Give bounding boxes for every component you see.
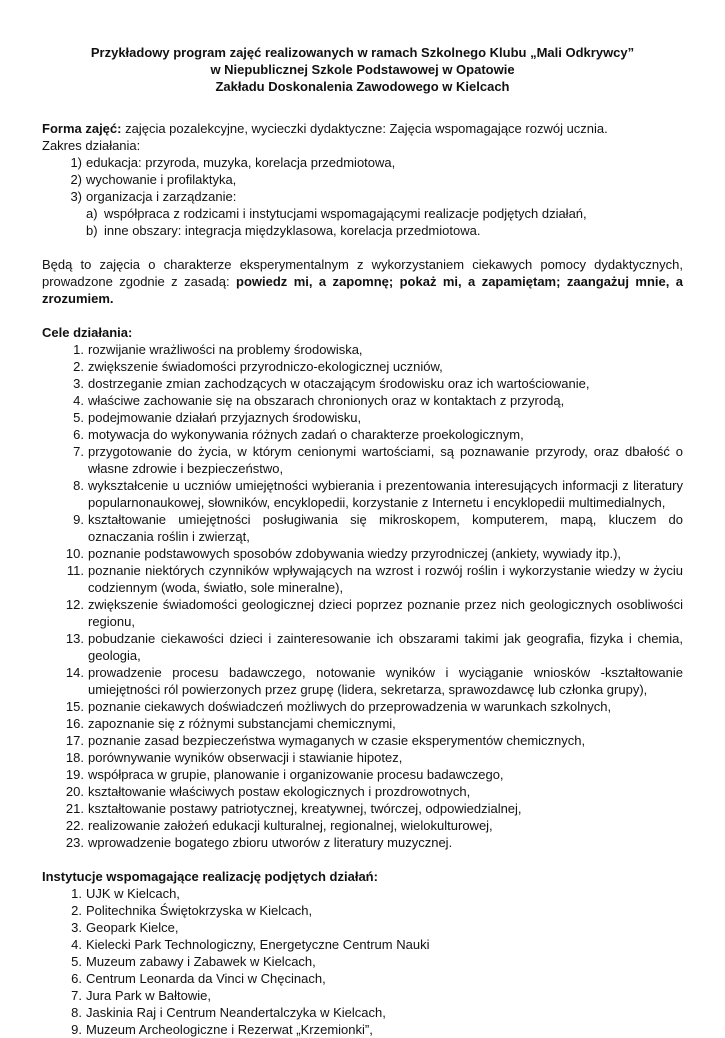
list-item-text: kształtowanie postawy patriotycznej, kreatywnej, twórczej, odpowiedzialnej, [88, 801, 522, 816]
list-item-text: zapoznanie się z różnymi substancjami chemicznymi, [88, 716, 396, 731]
forma-zajec-text: zajęcia pozalekcyjne, wycieczki dydaktyczne: Zajęcia wspomagające rozwój ucznia. [121, 121, 608, 136]
zakres-sublist [42, 205, 683, 239]
instytucje-list [42, 885, 683, 1038]
list-marker: 23. [65, 835, 84, 850]
list-item [42, 341, 683, 358]
list-item [42, 222, 683, 239]
cele-heading: Cele działania: [42, 325, 133, 340]
list-marker: 8. [73, 478, 84, 493]
list-item-text: realizowanie założeń edukacji kulturalnej, regionalnej, wielokulturowej, [88, 818, 493, 833]
intro-paragraph [42, 256, 683, 307]
list-item-text: poznanie niektórych czynników wpływających na wzrost i rozwój roślin i wykorzystanie wiedzy w życiu codziennym (woda, światło, sole mineralne), [88, 563, 683, 595]
list-item [42, 936, 683, 953]
list-item [42, 596, 683, 630]
list-marker: 3) [70, 189, 82, 204]
list-item-text: zwiększenie świadomości przyrodniczo-ekologicznej uczniów, [88, 359, 443, 374]
list-marker: 2) [70, 172, 82, 187]
list-item-text: kształtowanie umiejętności posługiwania się mikroskopem, komputerem, mapą, kluczem do oznaczania roślin i zwierząt, [88, 512, 683, 544]
list-item [42, 443, 683, 477]
list-item-text: rozwijanie wrażliwości na problemy środowiska, [88, 342, 363, 357]
list-marker: b) [86, 223, 98, 238]
list-item [42, 664, 683, 698]
list-marker: 1. [73, 342, 84, 357]
list-item-text: przygotowanie do życia, w którym cenionymi wartościami, są poznawanie przyrody, oraz dbałość o własne zdrowie i bezpieczeństwo, [88, 444, 683, 476]
list-item-text: wychowanie i profilaktyka, [86, 172, 237, 187]
list-marker: 13. [65, 631, 84, 646]
list-item [42, 919, 683, 936]
forma-zajec-label: Forma zajęć: [42, 121, 122, 136]
list-item-text: pobudzanie ciekawości dzieci i zainteresowanie ich obszarami takimi jak geografia, fizyka i chemia, geologia, [88, 631, 683, 663]
title-line-1: Przykładowy program zajęć realizowanych w ramach Szkolnego Klubu „Mali Odkrywcy” [90, 45, 635, 60]
list-marker: 5. [71, 954, 82, 969]
list-item-text: Politechnika Świętokrzyska w Kielcach, [86, 903, 313, 918]
list-marker: 11. [66, 563, 84, 578]
instytucje-heading: Instytucje wspomagające realizację podjętych działań: [42, 869, 378, 884]
list-item [42, 817, 683, 834]
list-item [42, 902, 683, 919]
list-item [42, 562, 683, 596]
list-item [42, 545, 683, 562]
list-marker: 10. [65, 546, 84, 561]
list-item-text: Jaskinia Raj i Centrum Neandertalczyka w Kielcach, [86, 1005, 386, 1020]
zakres-list [42, 154, 683, 205]
list-item-text: edukacja: przyroda, muzyka, korelacja przedmiotowa, [86, 155, 396, 170]
list-marker: 19. [65, 767, 84, 782]
list-marker: a) [86, 206, 98, 221]
list-item [42, 953, 683, 970]
list-marker: 18. [65, 750, 84, 765]
list-item-text: wykształcenie u uczniów umiejętności wybierania i prezentowania interesujących informacji z literatury popularnonaukowej, słowników, encyklopedii, korzystanie z Internetu i encyklopedii multimedialnych, [88, 478, 683, 510]
list-item [42, 834, 683, 851]
list-marker: 22. [65, 818, 84, 833]
list-marker: 6. [71, 971, 82, 986]
list-item [42, 358, 683, 375]
list-item-text: Kielecki Park Technologiczny, Energetyczne Centrum Nauki [86, 937, 430, 952]
list-item [42, 749, 683, 766]
list-item [42, 766, 683, 783]
list-marker: 6. [73, 427, 84, 442]
zakres-label: Zakres działania: [42, 138, 141, 153]
list-item-text: dostrzeganie zmian zachodzących w otaczającym środowisku oraz ich wartościowanie, [88, 376, 590, 391]
list-marker: 3. [73, 376, 84, 391]
list-item-text: Jura Park w Bałtowie, [86, 988, 211, 1003]
list-marker: 7. [73, 444, 84, 459]
list-item-text: Muzeum Archeologiczne i Rezerwat „Krzemionki”, [86, 1022, 373, 1037]
forma-zajec-paragraph [42, 120, 683, 137]
list-item [42, 511, 683, 545]
list-item-text: Muzeum zabawy i Zabawek w Kielcach, [86, 954, 316, 969]
list-item [42, 800, 683, 817]
list-marker: 2. [73, 359, 84, 374]
list-item [42, 477, 683, 511]
list-item-text: poznanie ciekawych doświadczeń możliwych do przeprowadzenia w warunkach szkolnych, [88, 699, 612, 714]
list-item-text: prowadzenie procesu badawczego, notowanie wyników i wyciąganie wniosków -kształtowanie umiejętności ról powierzonych przez grupę (lidera, sekretarza, sprawozdawcę lub członka grupy), [88, 665, 683, 697]
list-marker: 8. [71, 1005, 82, 1020]
list-item [42, 715, 683, 732]
list-item-text: współpraca z rodzicami i instytucjami wspomagającymi realizacje podjętych działań, [104, 206, 587, 221]
list-item [42, 783, 683, 800]
list-marker: 5. [73, 410, 84, 425]
list-item [42, 426, 683, 443]
title-line-2: w Niepublicznej Szkole Podstawowej w Opatowie [210, 62, 515, 77]
list-item [42, 205, 683, 222]
list-marker: 4. [71, 937, 82, 952]
list-item [42, 1004, 683, 1021]
list-item-text: UJK w Kielcach, [86, 886, 180, 901]
list-item [42, 970, 683, 987]
list-item-text: Centrum Leonarda da Vinci w Chęcinach, [86, 971, 326, 986]
list-item-text: Geopark Kielce, [86, 920, 179, 935]
list-item [42, 630, 683, 664]
list-marker: 7. [71, 988, 82, 1003]
list-marker: 9. [73, 512, 84, 527]
list-item [42, 171, 683, 188]
list-item-text: współpraca w grupie, planowanie i organizowanie procesu badawczego, [88, 767, 504, 782]
title-line-3: Zakładu Doskonalenia Zawodowego w Kielcach [215, 79, 510, 94]
list-item-text: właściwe zachowanie się na obszarach chronionych oraz w kontaktach z przyrodą, [88, 393, 565, 408]
intro-text: Będą to zajęcia o charakterze eksperymentalnym z wykorzystaniem ciekawych pomocy dydaktycznych, prowadzone zgodnie z zasadą: [42, 257, 683, 289]
list-item [42, 732, 683, 749]
list-item [42, 698, 683, 715]
list-item-text: kształtowanie właściwych postaw ekologicznych i prozdrowotnych, [88, 784, 471, 799]
list-item-text: podejmowanie działań przyjaznych środowisku, [88, 410, 362, 425]
cele-list [42, 341, 683, 851]
list-item-text: motywacja do wykonywania różnych zadań o charakterze proekologicznym, [88, 427, 524, 442]
list-marker: 1. [71, 886, 82, 901]
list-marker: 21. [65, 801, 84, 816]
list-item-text: porównywanie wyników obserwacji i stawianie hipotez, [88, 750, 403, 765]
document-title [42, 44, 683, 95]
list-item [42, 392, 683, 409]
list-marker: 15. [65, 699, 84, 714]
list-item-text: poznanie zasad bezpieczeństwa wymaganych w czasie eksperymentów chemicznych, [88, 733, 586, 748]
list-item [42, 885, 683, 902]
list-marker: 9. [71, 1022, 82, 1037]
list-item [42, 154, 683, 171]
list-marker: 3. [71, 920, 82, 935]
list-marker: 2. [71, 903, 82, 918]
list-marker: 1) [70, 155, 82, 170]
list-item [42, 987, 683, 1004]
list-marker: 16. [65, 716, 84, 731]
list-marker: 4. [73, 393, 84, 408]
list-item [42, 409, 683, 426]
list-item-text: inne obszary: integracja międzyklasowa, korelacja przedmiotowa. [104, 223, 481, 238]
list-item-text: poznanie podstawowych sposobów zdobywania wiedzy przyrodniczej (ankiety, wywiady itp.), [88, 546, 622, 561]
list-marker: 12. [65, 597, 84, 612]
list-item-text: wprowadzenie bogatego zbioru utworów z literatury muzycznej. [88, 835, 453, 850]
intro-motto: powiedz mi, a zapomnę; pokaż mi, a zapamiętam; zaangażuj mnie, a zrozumiem. [42, 274, 683, 306]
list-item [42, 188, 683, 205]
list-item-text: organizacja i zarządzanie: [86, 189, 237, 204]
list-item [42, 375, 683, 392]
list-marker: 17. [65, 733, 84, 748]
list-marker: 20. [65, 784, 84, 799]
list-item-text: zwiększenie świadomości geologicznej dzieci poprzez poznanie przez nich geologicznych osobliwości regionu, [88, 597, 683, 629]
list-marker: 14. [65, 665, 84, 680]
